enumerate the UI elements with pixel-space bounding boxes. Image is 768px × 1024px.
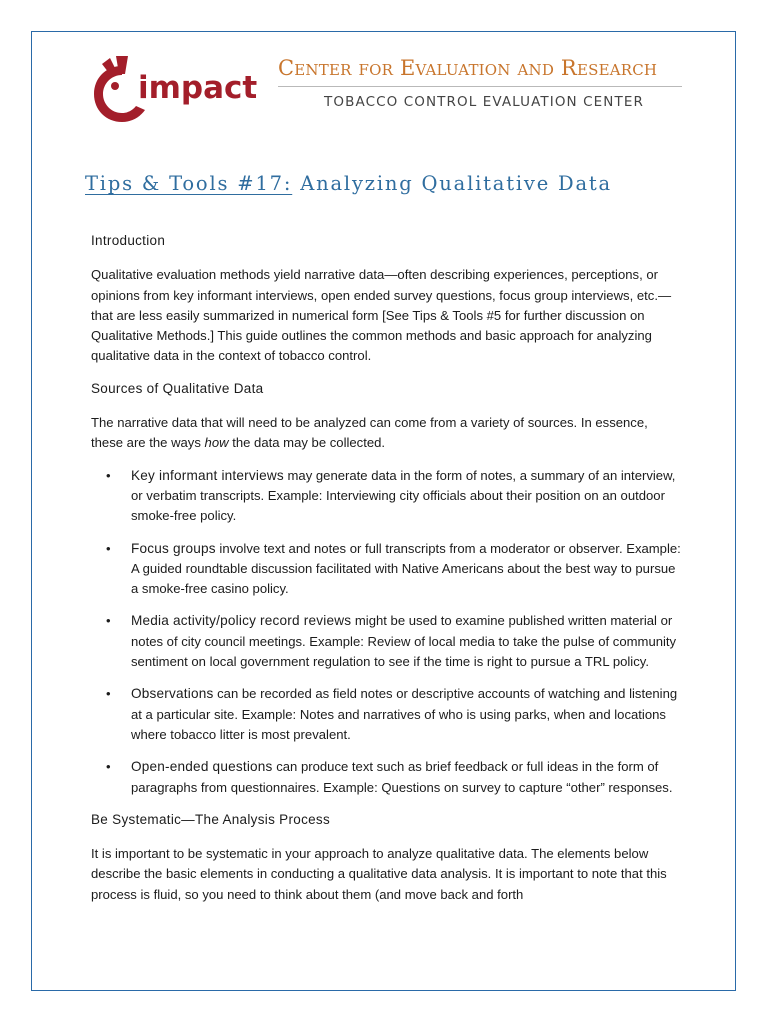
org-name [278, 54, 682, 83]
document-page [31, 31, 736, 991]
sources-list [91, 466, 681, 798]
systematic-heading: Be Systematic—The Analysis Process [91, 811, 331, 827]
sources-para-after: the data may be collected. [228, 435, 386, 451]
sources-paragraph [91, 413, 681, 454]
org-divider [278, 86, 682, 87]
document-title [85, 172, 612, 195]
bullet-dot-icon: • [106, 613, 111, 629]
title-series: Tips & Tools #17: [85, 172, 293, 195]
org-header [278, 54, 682, 110]
bullet-text: involve text and notes or full transcripts from a moderator or observer. Example: A guided roundtable discussion facilitated with Native Americans about the best way to pursue a smoke-free casino policy. [131, 540, 681, 597]
bullet-dot-icon: • [106, 467, 111, 483]
impact-logo [92, 52, 258, 130]
logo-wordmark: impact [138, 70, 258, 106]
intro-paragraph: Qualitative evaluation methods yield narrative data—often describing experiences, perceptions, or opinions from key informant interviews, open ended survey questions, focus group interviews, etc.—that are less easily summarized in numerical form [See Tips & Tools #5 for further discussion on Qualitative Methods.] This guide outlines the common methods and basic approach for analyzing qualitative data in the context of tobacco control. [91, 267, 672, 364]
list-item [91, 539, 681, 600]
bullet-dot-icon: • [106, 540, 111, 556]
bullet-dot-icon: • [106, 759, 111, 775]
sources-para-before: The narrative data that will need to be analyzed can come from a variety of sources. In essence, these are the ways [91, 415, 648, 451]
bullet-term: Open-ended questions [131, 759, 273, 775]
document-body [91, 231, 681, 917]
intro-heading: Introduction [91, 233, 166, 248]
sources-heading: Sources of Qualitative Data [91, 380, 264, 396]
bullet-term: Media activity/policy record reviews [131, 613, 352, 629]
bullet-dot-icon: • [106, 686, 111, 702]
bullet-text: can be recorded as field notes or descriptive accounts of watching and listening at a particular site. Example: Notes and narratives of who is using parks, when and locations where tobacco litter is most prevalent. [131, 686, 678, 742]
list-item [91, 684, 681, 745]
sources-para-emphasis: how [204, 435, 229, 451]
org-name-text: Center for Evaluation and Research [278, 56, 658, 80]
org-subtitle: TOBACCO CONTROL EVALUATION CENTER [324, 94, 644, 110]
title-topic: Analyzing Qualitative Data [300, 172, 612, 195]
bullet-text: may generate data in the form of notes, a summary of an interview, or verbatim transcripts. Example: Interviewing city officials about their position on an outdoor smoke-free policy. [131, 467, 676, 524]
systematic-paragraph: It is important to be systematic in your approach to analyze qualitative data. The elements below describe the basic elements in conducting a qualitative data analysis. It is important to note that this process is fluid, so you need to think about them (and move back and forth [91, 846, 667, 902]
bullet-term: Observations [131, 686, 214, 702]
bullet-text: can produce text such as brief feedback or full ideas in the form of paragraphs from questionnaires. Example: Questions on survey to capture “other” responses. [131, 759, 673, 795]
list-item [91, 757, 681, 798]
bullet-term: Key informant interviews [131, 467, 284, 483]
bullet-text: might be used to examine published written material or notes of city council meetings. Example: Review of local media to take the pulse of community sentiment on local government regulation to see if the time is right to pursue a TRL policy. [131, 613, 677, 670]
bullet-term: Focus groups [131, 540, 216, 556]
list-item [91, 611, 681, 672]
list-item [91, 466, 681, 527]
